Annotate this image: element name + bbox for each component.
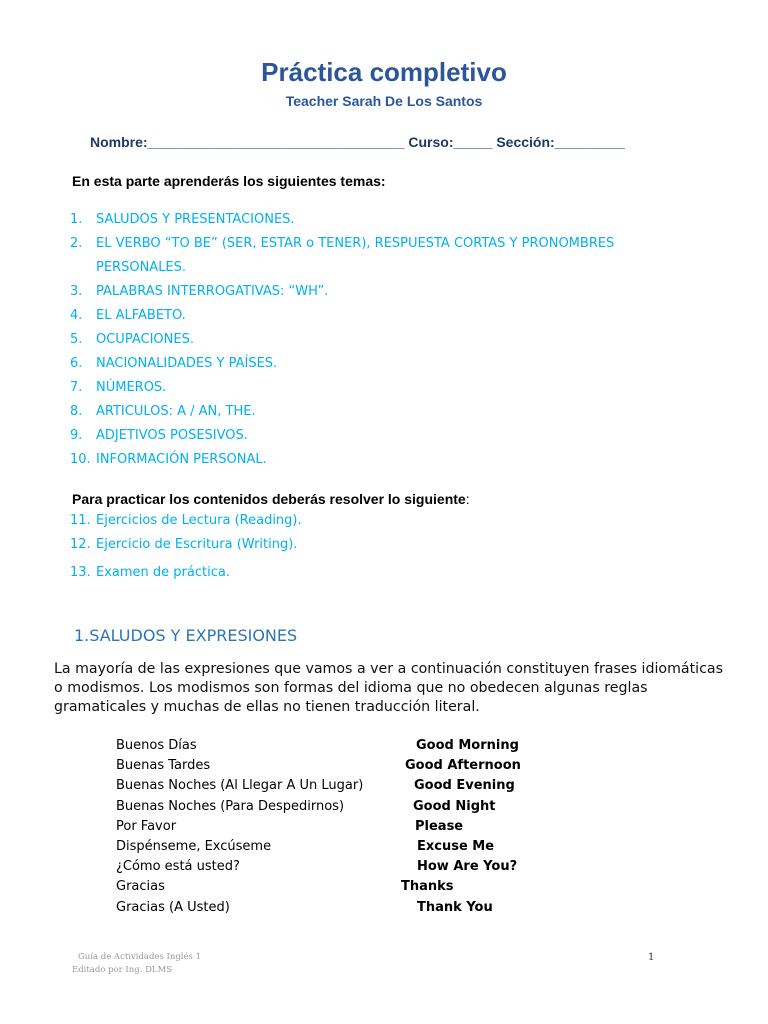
table-row	[0, 817, 768, 837]
footer-line: Editado por Ing. DLMS	[72, 965, 173, 975]
vocabulary-table	[0, 736, 768, 918]
english-phrase: Please	[415, 818, 464, 834]
list-item: 2. EL VERBO “TO BE” (SER, ESTAR o TENER), RESPUESTA CORTAS Y PRONOMBRES PERSONALES.	[70, 236, 615, 275]
topics-intro: En esta parte aprenderás los siguientes temas:	[72, 173, 386, 189]
table-row	[0, 797, 768, 817]
list-item: 6. NACIONALIDADES Y PAÍSES.	[70, 356, 278, 371]
english-phrase: Thanks	[401, 879, 454, 895]
table-row	[0, 837, 768, 857]
footer-line: Guía de Actividades Inglés 1	[78, 952, 202, 962]
practice-intro	[72, 490, 470, 508]
table-row	[0, 776, 768, 796]
english-phrase: Thank You	[417, 899, 493, 915]
name-course-section-line: Nombre:_________________________________ Curso:_____ Sección:_________	[90, 134, 625, 150]
intro-paragraph: La mayoría de las expresiones que vamos a ver a continuación constituyen frases idiomáticas o modismos. Los modismos son formas del idioma que no obedecen algunas reglas gramaticales y muchas de ellas no tienen traducción literal.	[54, 661, 723, 715]
page-subtitle: Teacher Sarah De Los Santos	[285, 93, 483, 109]
spanish-phrase: Buenos Días	[116, 738, 197, 753]
page-footer	[72, 951, 201, 977]
english-phrase: How Are You?	[417, 859, 518, 875]
list-item: 10. INFORMACIÓN PERSONAL.	[70, 452, 267, 467]
spanish-phrase: Por Favor	[116, 818, 177, 834]
list-item: 12. Ejercicio de Escritura (Writing).	[70, 537, 298, 552]
table-row	[0, 857, 768, 877]
list-item: 5. OCUPACIONES.	[70, 332, 194, 347]
spanish-phrase: Gracias	[116, 879, 165, 895]
list-item: 8. ARTICULOS: A / AN, THE.	[70, 404, 256, 419]
english-phrase: Good Night	[413, 798, 496, 814]
spanish-phrase: Buenas Tardes	[116, 758, 211, 774]
table-row	[0, 898, 768, 918]
list-item: 3. PALABRAS INTERROGATIVAS: “WH”.	[70, 284, 329, 299]
spanish-phrase: Buenas Noches (Al Llegar A Un Lugar)	[116, 778, 364, 794]
spanish-phrase: Gracias (A Usted)	[116, 899, 230, 915]
practice-intro-colon: :	[465, 491, 470, 507]
english-phrase: Good Afternoon	[405, 758, 521, 774]
list-item: 7. NÚMEROS.	[70, 380, 167, 395]
list-item: 9. ADJETIVOS POSESIVOS.	[70, 428, 248, 443]
topics-list	[70, 208, 696, 472]
section-heading: 1.SALUDOS Y EXPRESIONES	[74, 626, 298, 645]
english-phrase: Good Evening	[414, 778, 515, 794]
list-item: 13. Examen de práctica.	[70, 565, 230, 580]
spanish-phrase: Dispénseme, Excúseme	[116, 838, 272, 854]
spanish-phrase: ¿Cómo está usted?	[116, 859, 240, 875]
page-title: Práctica completivo	[261, 57, 507, 87]
list-item: 1. SALUDOS Y PRESENTACIONES.	[70, 212, 295, 227]
spanish-phrase: Buenas Noches (Para Despedirnos)	[116, 798, 345, 814]
table-row	[0, 877, 768, 897]
english-phrase: Excuse Me	[417, 838, 495, 854]
english-phrase: Good Morning	[416, 738, 519, 753]
table-row	[0, 756, 768, 776]
table-row	[0, 736, 768, 756]
list-item: 11. Ejercicios de Lectura (Reading).	[70, 513, 302, 528]
practice-intro-text: Para practicar los contenidos deberás resolver lo siguiente	[72, 491, 466, 507]
practice-list	[70, 509, 302, 585]
list-item: 4. EL ALFABETO.	[70, 308, 186, 323]
page-number: 1	[648, 952, 655, 963]
